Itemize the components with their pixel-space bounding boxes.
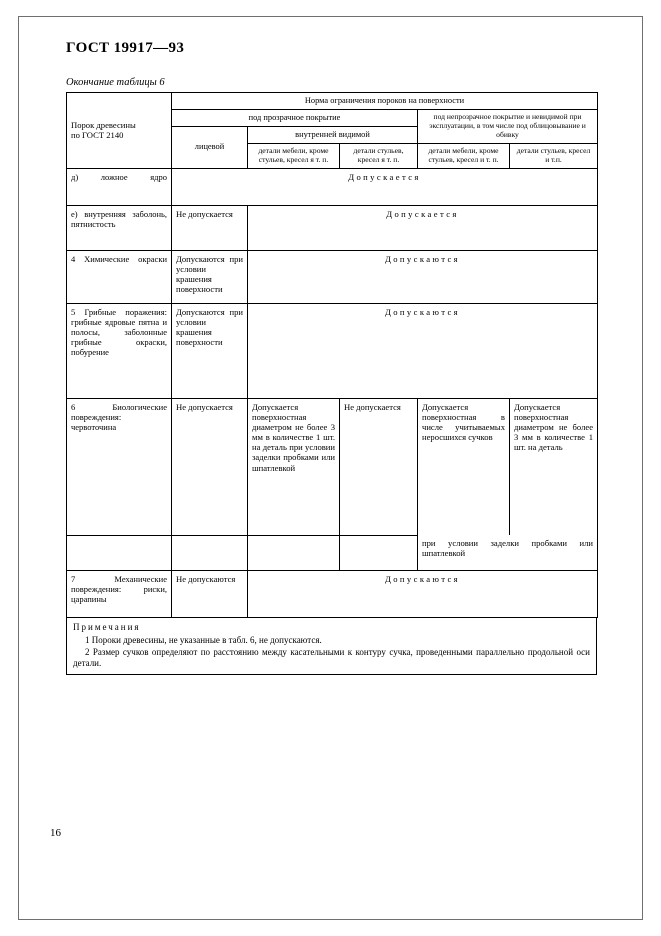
row-value-inner-furniture-empty	[248, 535, 340, 570]
row-defect-label: е) внутренняя заболонь, пятнистость	[67, 205, 172, 250]
row-value-inner-chairs-empty	[340, 535, 418, 570]
row-value-front: Допускаются при условии крашения поверхности	[172, 303, 248, 398]
row-value-opaque-chairs: Допускается поверхностная диаметром не более 3 мм в количестве 1 шт. на деталь	[510, 398, 598, 535]
header-col-details-furniture-2: детали мебели, кроме стульев, кресел и т. п.	[418, 143, 510, 168]
header-col-details-furniture-1: детали мебели, кроме стульев, кресел я т. п.	[248, 143, 340, 168]
row-value-merged: Допускается	[172, 168, 598, 205]
row-defect-label: 7 Механические повреждения: риски, царапины	[67, 570, 172, 617]
row-value-merged: Допускается	[248, 205, 598, 250]
row-defect-label: 5 Грибные поражения: грибные ядровые пятна и полосы, заболонные грибные окраски, побурение	[67, 303, 172, 398]
header-sub-front: лицевой	[172, 126, 248, 168]
header-sub-inner-visible: внутренней видимой	[248, 126, 418, 143]
standard-number: ГОСТ 19917—93	[66, 40, 185, 56]
page-number: 16	[50, 827, 61, 839]
row-value-front: Допускаются при условии крашения поверхности	[172, 250, 248, 303]
note-item: 1 Пороки древесины, не указанные в табл. 6, не допускаются.	[85, 635, 322, 646]
notes-block	[66, 618, 597, 675]
table-header-row-1	[67, 93, 598, 110]
row-defect-label: 4 Химические окраски	[67, 250, 172, 303]
header-group-transparent: под прозрачное покрытие	[172, 109, 418, 126]
row-value-opaque-merged-bottom: при условии заделки пробками или шпатлевкой	[418, 535, 598, 570]
header-defect-column	[67, 93, 172, 169]
row-value-opaque-furniture: Допускается поверхностная в числе учитываемых неросшихся сучков	[418, 398, 510, 535]
header-group-opaque: под непрозрачное покрытие и невидимой при эксплуатации, в том числе под облицовывание и обивку	[418, 109, 598, 143]
row-value-front-empty	[172, 535, 248, 570]
table-row	[67, 205, 598, 250]
note-item: 2 Размер сучков определяют по расстоянию между касательными к контуру сучка, проведенными параллельно продольной оси детали.	[73, 646, 590, 668]
row-value-front: Не допускается	[172, 205, 248, 250]
row-value-inner-chairs: Не допускается	[340, 398, 418, 535]
table-row	[67, 168, 598, 205]
row-defect-label-empty	[67, 535, 172, 570]
header-defect-line1: Порок древесины	[71, 120, 136, 131]
row-value-front: Не допускаются	[172, 570, 248, 617]
header-col-details-chairs-1: детали стульев, кресел я т. п.	[340, 143, 418, 168]
row-value-merged: Допускаются	[248, 570, 598, 617]
header-norm-title: Норма ограничения пороков на поверхности	[172, 93, 598, 110]
table-row-continuation	[67, 535, 598, 570]
row-defect-label: 6 Биологические повреждения: червоточина	[67, 398, 172, 535]
defects-table	[66, 92, 598, 618]
table-caption: Окончание таблицы 6	[66, 77, 165, 88]
table-row	[67, 570, 598, 617]
row-value-merged: Допускаются	[248, 303, 598, 398]
row-value-merged: Допускаются	[248, 250, 598, 303]
table-row	[67, 250, 598, 303]
header-defect-line2: по ГОСТ 2140	[71, 130, 124, 141]
row-defect-label: д) ложное ядро	[67, 168, 172, 205]
row-value-front: Не допускается	[172, 398, 248, 535]
row-value-inner-furniture: Допускается поверхностная диаметром не более 3 мм в количестве 1 шт. на деталь при условии заделки пробками или шпатлевкой	[248, 398, 340, 535]
notes-title: Примечания	[73, 622, 141, 632]
table-row	[67, 398, 598, 535]
table-row	[67, 303, 598, 398]
header-col-details-chairs-2: детали стульев, кресел и т.п.	[510, 143, 598, 168]
